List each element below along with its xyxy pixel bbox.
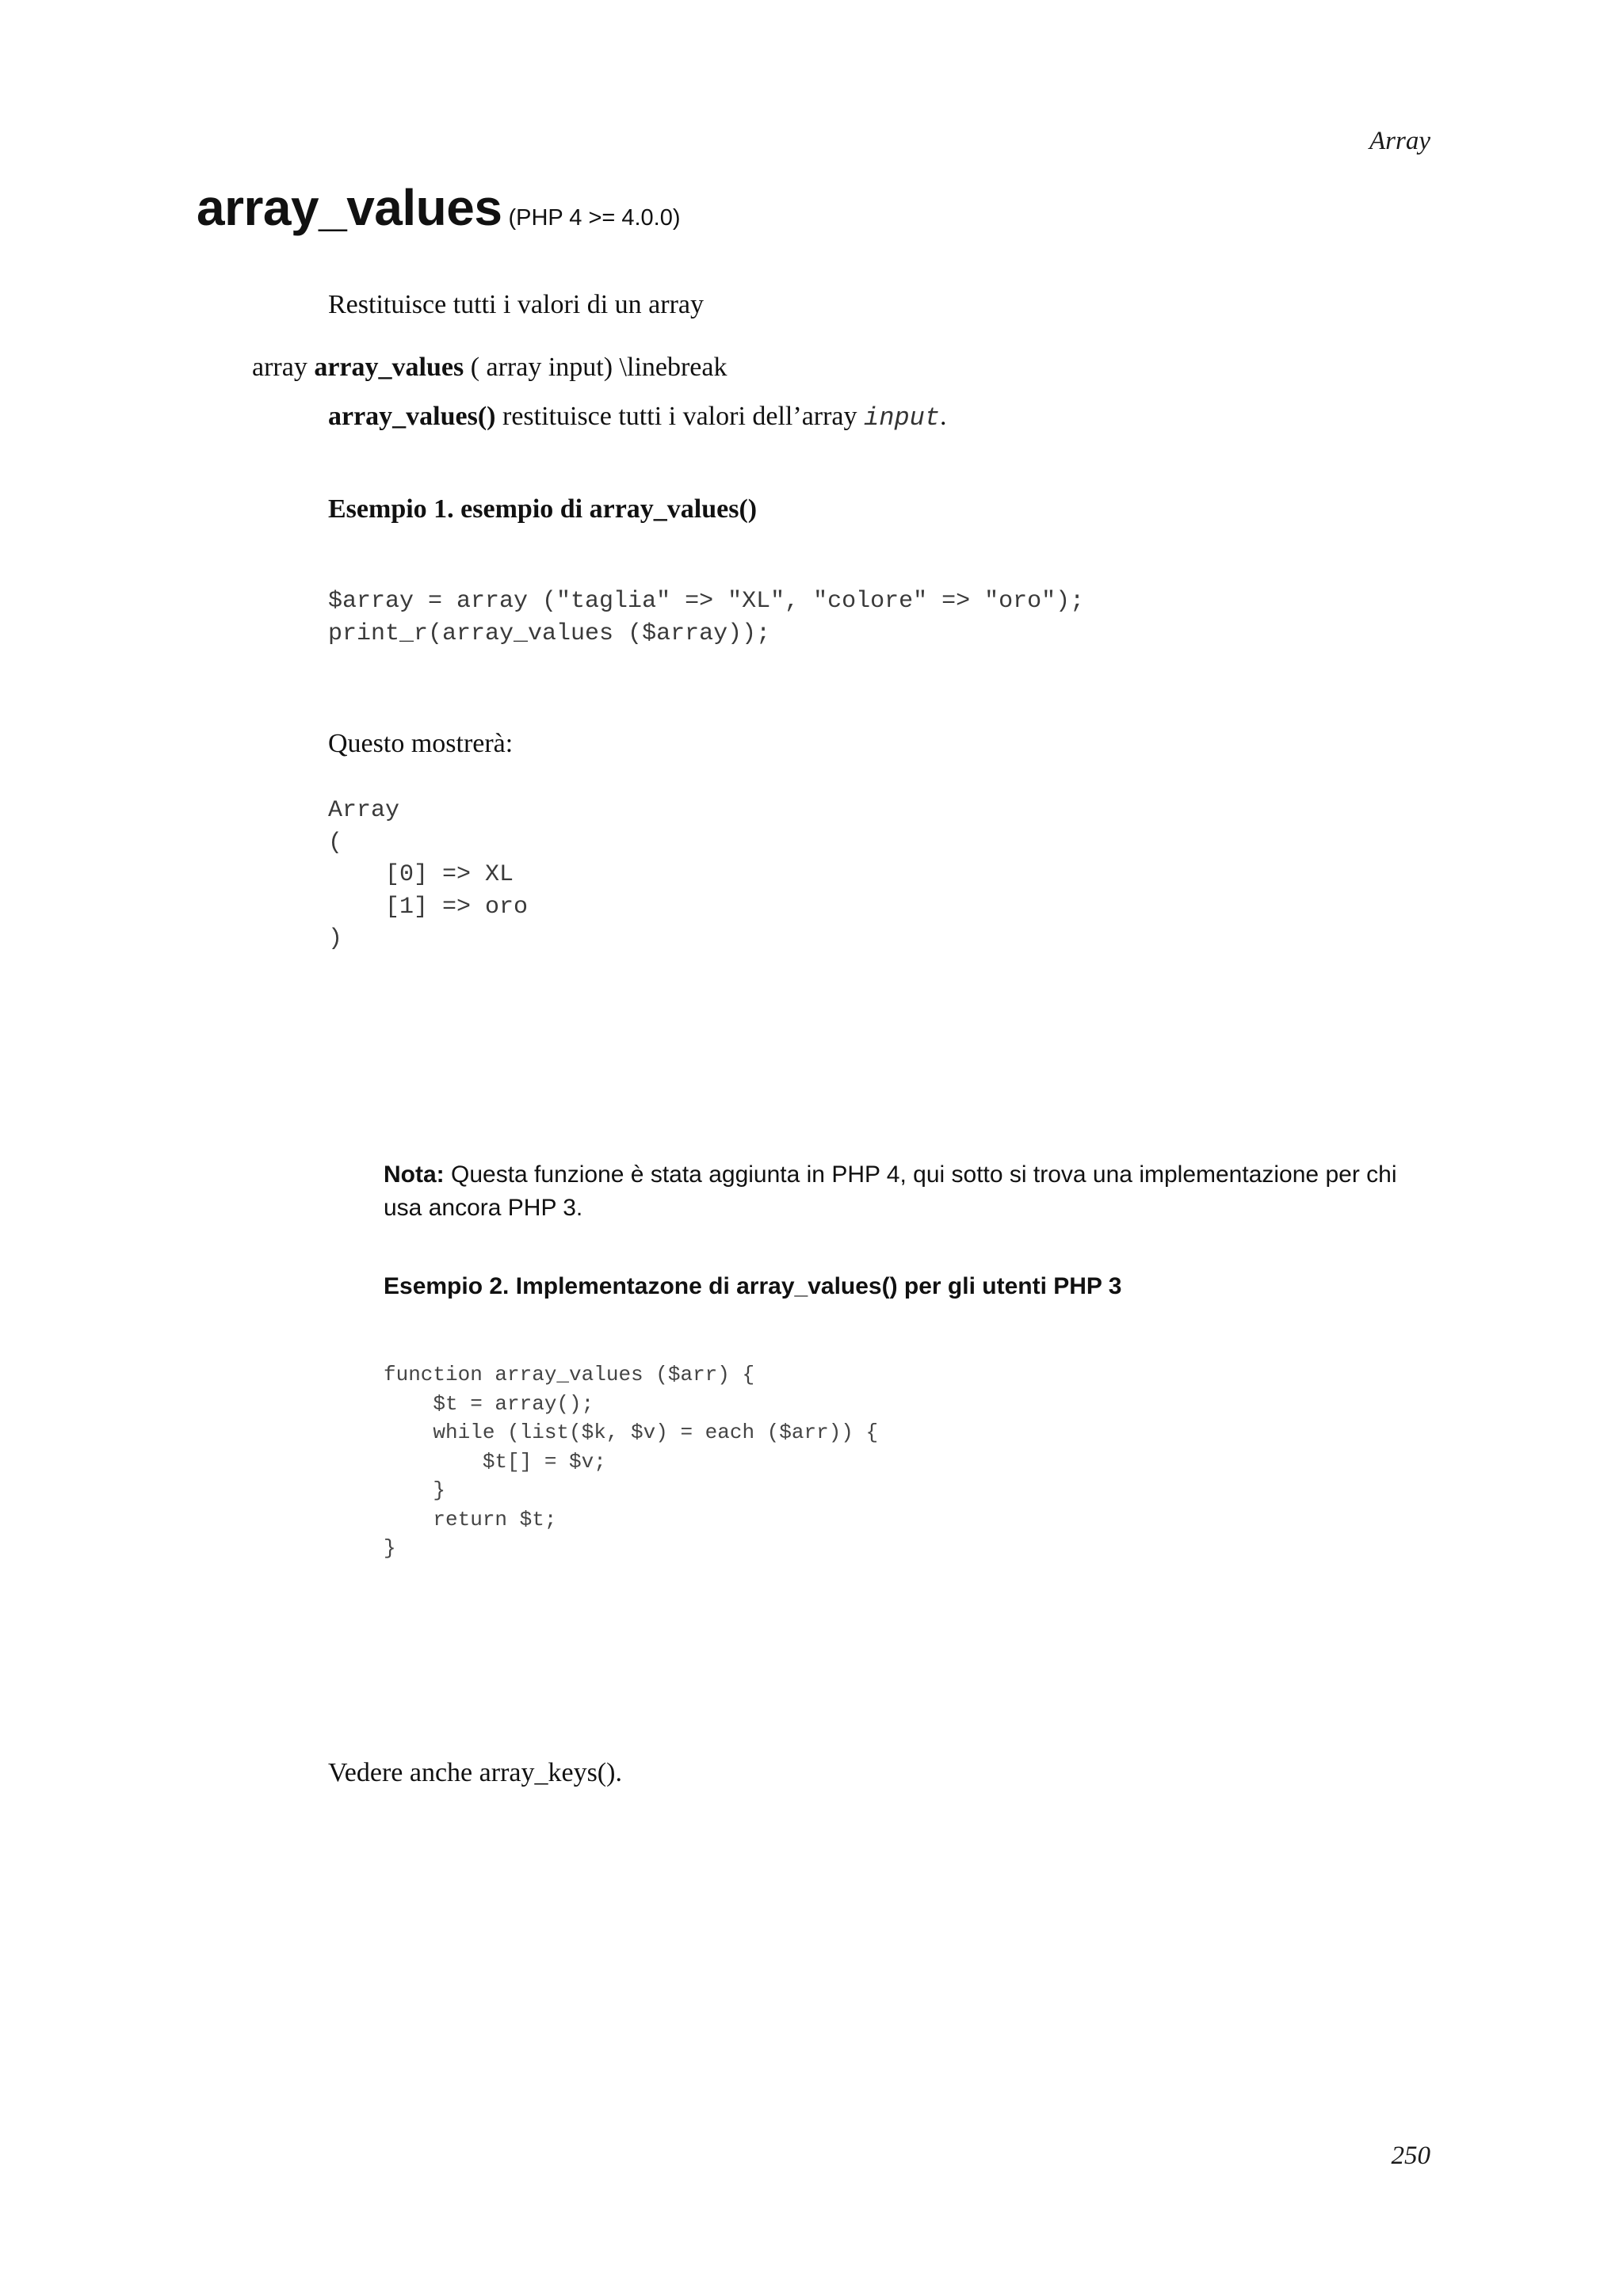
example1-output-label: Questo mostrerà:	[328, 729, 514, 758]
example2-code: function array_values ($arr) { $t = array(); while (list($k, $v) = each ($arr)) { $t[] = $v; } return $t; }	[384, 1363, 879, 1560]
note-box	[384, 1158, 1430, 1225]
function-title: array_values	[197, 179, 502, 236]
page-number: 250	[1391, 2142, 1430, 2170]
example2-title: Esempio 2. Implementazone di array_values() per gli utenti PHP 3	[384, 1273, 1122, 1299]
function-summary: Restituisce tutti i valori di un array	[328, 290, 705, 319]
description-end: .	[940, 402, 947, 431]
synopsis-function-name: array_values	[314, 353, 464, 382]
example1-output: Array ( [0] => XL [1] => oro )	[328, 797, 529, 952]
note-label: Nota:	[384, 1161, 445, 1188]
running-header: Array	[1369, 127, 1430, 155]
function-description	[328, 402, 947, 433]
see-also: Vedere anche array_keys().	[328, 1758, 622, 1787]
version-info: (PHP 4 >= 4.0.0)	[508, 205, 681, 231]
description-text: restituisce tutti i valori dell’array	[495, 402, 865, 431]
function-synopsis	[252, 353, 727, 383]
synopsis-return-type: array	[252, 353, 307, 382]
example1-code: $array = array ("taglia" => "XL", "colore" => "oro"); print_r(array_values ($array));	[328, 588, 1085, 647]
note-text: Questa funzione è stata aggiunta in PHP 4, qui sotto si trova una implementazione per chi usa ancora PHP 3.	[384, 1161, 1397, 1221]
entry-heading	[197, 178, 681, 237]
description-function-ref: array_values()	[328, 402, 496, 431]
description-param: input	[864, 403, 941, 433]
synopsis-params: ( array input) \linebreak	[470, 353, 727, 382]
example1-title: Esempio 1. esempio di array_values()	[328, 494, 758, 524]
